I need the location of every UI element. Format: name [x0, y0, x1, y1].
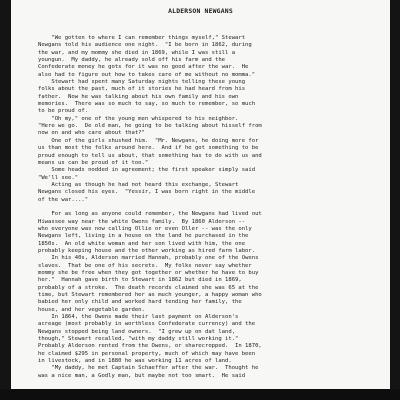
document-page [11, 0, 390, 389]
text-line: In 1864, the Owens made their last payment on Alderson's [38, 314, 239, 321]
text-line: father. Now he was talking about his own family and his own [38, 93, 239, 100]
text-line: Newgans left, living in a house on the land he purchased in the [38, 233, 249, 240]
text-line: slaves. That be one of his secrets. My folks never say whether [38, 262, 252, 269]
text-line: was a nice man, a Godly man, but maybe not too smart. He said [38, 372, 246, 379]
scan-border [0, 389, 400, 400]
text-line: "We'll see." [38, 174, 79, 181]
text-line: memories. There was so much to say, so much to remember, so much [38, 101, 256, 108]
text-line: house, and her vegetable garden. [38, 306, 145, 313]
text-line: now on and who care about that?" [38, 130, 145, 137]
text-line: to be proud of. [38, 108, 89, 115]
text-line: "Here we go. De old man, he going to be talking about hisself from [38, 123, 262, 130]
text-line: though," Stewart recalled, "with my daddy still working it." [38, 336, 239, 343]
text-line: proud enough to tell us about, that something has to do with us and [38, 152, 262, 159]
page-title: ALDERSON NEWGANS [168, 7, 233, 15]
paragraph-gap [38, 204, 372, 211]
text-line: means us can be proud of it too." [38, 159, 149, 166]
text-line: youngun. My daddy, he already sold off his farm and the [38, 57, 226, 64]
text-line: he claimed $295 in personal property, much of which may have been [38, 350, 256, 357]
text-line: Newgans stopped being land owners. "I grew up on dat land, [38, 328, 236, 335]
text-line: folks about the past, much of it stories he had heard from his [38, 86, 246, 93]
text-line: Probably Alderson rented from the Owens, or sharecropped. In 1870, [38, 343, 262, 350]
text-line: in livestock, and in 1880 he was working 11 acres of land. [38, 358, 232, 365]
text-line: the war, and my mommy she died in 1869, while I was still a [38, 49, 236, 56]
text-line: Acting as though he had not heard this exchange, Stewart [38, 181, 239, 188]
text-line: her." Hannah gave birth to Stewart in 1862 but died in 1869, [38, 277, 242, 284]
text-line: probably keeping house and the other working as hired farm labor. [38, 247, 256, 254]
text-line: of the war...." [38, 196, 89, 203]
text-line: "My daddy, he met Captain Schaeffer after the war. Thought he [38, 365, 259, 372]
text-line: For as long as anyone could remember, the Newgans had lived out [38, 211, 262, 218]
document-body [38, 35, 372, 380]
text-line: babied her only child and worked hard tending her family, the [38, 299, 242, 306]
text-line: mommy she be free when they got together or whether he have to buy [38, 270, 259, 276]
text-line: 1850s. An old white woman and her son lived with him, the one [38, 240, 246, 247]
text-line: Hiwassee way near the white Owens family. By 1860 Alderson -- [38, 218, 246, 225]
text-line: "Oh my," one of the young men whispered to his neighbor. [38, 115, 239, 122]
text-line: also had to figure out how to takes care of me without no momma." [38, 71, 256, 78]
text-line: In his 40s, Alderson married Hannah, probably one of the Owens [38, 255, 259, 262]
text-line: probably of a stroke. The death records claimed she was 65 at the [38, 284, 259, 291]
text-line: Newgans closed his eyes. "Yessir, I was born right in the middle [38, 189, 256, 196]
text-line: Newgans told his audience one night. "I be born in 1862, during [38, 42, 252, 49]
text-line: Some heads nodded in agreement; the first speaker simply said [38, 167, 256, 174]
text-line: Stewart had spent many Saturday nights telling these young [38, 79, 246, 86]
text-line: acreage (most probably in worthless Confederate currency) and the [38, 321, 256, 328]
text-line: time, but Stewart remembered her as much younger, a happy woman who [38, 292, 262, 299]
text-line: Confederate money he gots for it was no good after the war. He [38, 64, 249, 71]
text-line: who everyone was now calling Ollie or even Oller -- was the only [38, 225, 252, 232]
text-line: One of the girls shushed him. "Mr. Newgans, he doing more for [38, 137, 259, 144]
text-line: "We gotten to where I can remember things myself," Stewart [38, 35, 246, 41]
text-line: us than most the folks around here. And if he got something to be [38, 145, 259, 152]
